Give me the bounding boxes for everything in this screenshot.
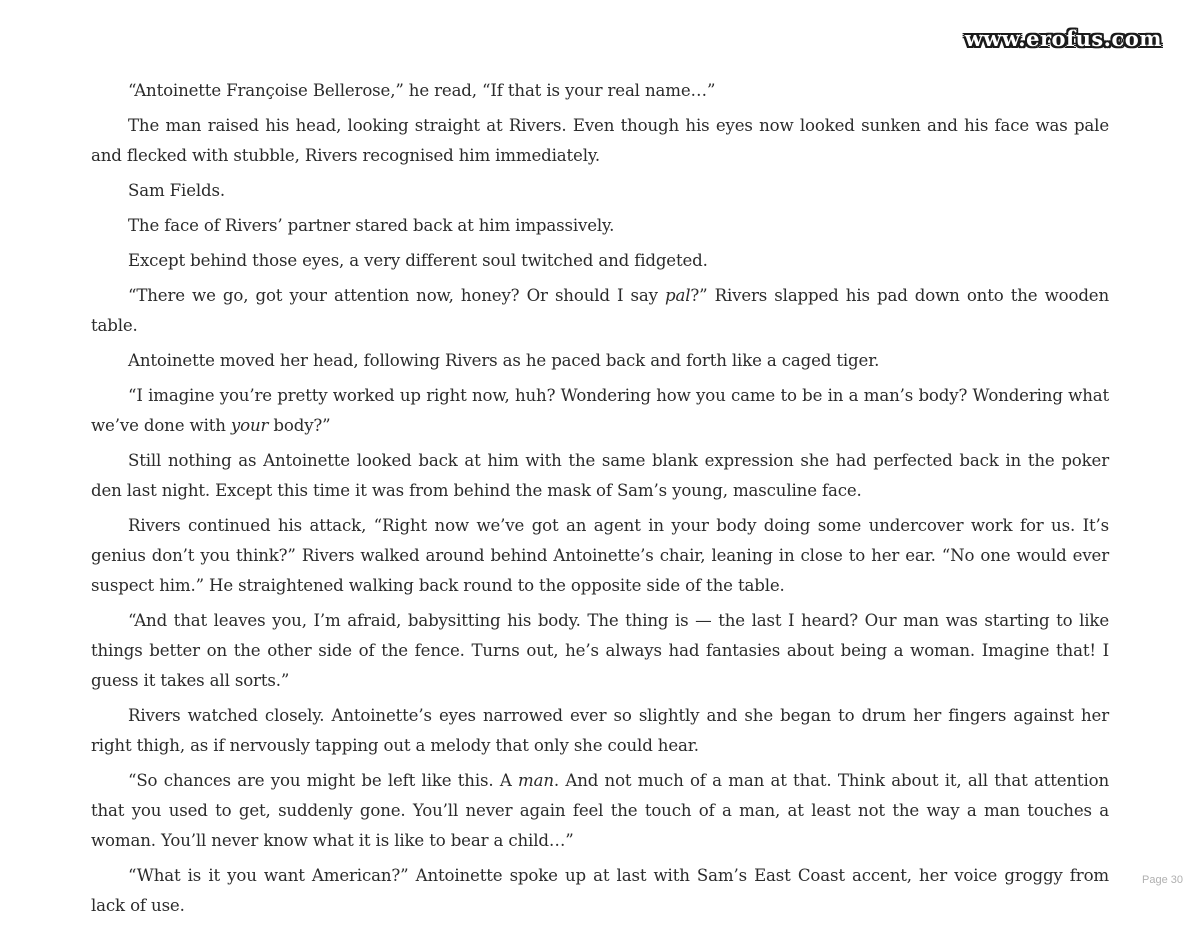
paragraph-text: Sam Fields.	[128, 181, 225, 200]
story-paragraph	[91, 606, 1109, 696]
paragraph-text: body?”	[268, 416, 331, 435]
story-paragraph	[91, 701, 1109, 761]
page-number: Page 30	[1142, 874, 1183, 886]
story-paragraph	[91, 511, 1109, 601]
paragraph-text: Rivers continued his attack, “Right now we’ve got an agent in your body doing some undercover work for us. It’s genius don’t you think?” Rivers walked around behind Antoinette’s chair, leaning in close to her ear. “No one would ever suspect him.” He straightened walking back round to the opposite side of the table.	[91, 516, 1109, 595]
watermark-text: www.erofus.com	[964, 26, 1162, 51]
story-paragraph	[91, 281, 1109, 341]
story-paragraph	[91, 766, 1109, 856]
story-paragraph	[91, 76, 1109, 106]
paragraph-text: “What is it you want American?” Antoinette spoke up at last with Sam’s East Coast accent, her voice groggy from lack of use.	[91, 866, 1109, 915]
story-paragraph	[91, 111, 1109, 171]
story-text-body	[91, 76, 1109, 926]
paragraph-text: “There we go, got your attention now, honey? Or should I say	[128, 286, 666, 305]
paragraph-text: Still nothing as Antoinette looked back at him with the same blank expression she had perfected back in the poker den last night. Except this time it was from behind the mask of Sam’s young, masculine face.	[91, 451, 1109, 500]
story-paragraph	[91, 176, 1109, 206]
story-paragraph	[91, 246, 1109, 276]
story-paragraph	[91, 861, 1109, 921]
story-paragraph	[91, 346, 1109, 376]
paragraph-text: Antoinette moved her head, following Rivers as he paced back and forth like a caged tiger.	[128, 351, 880, 370]
paragraph-text: “So chances are you might be left like this. A	[128, 771, 519, 790]
paragraph-text: “Antoinette Françoise Bellerose,” he read, “If that is your real name…”	[128, 81, 716, 100]
emphasized-text: pal	[665, 286, 691, 305]
story-paragraph	[91, 211, 1109, 241]
paragraph-text: “And that leaves you, I’m afraid, babysitting his body. The thing is — the last I heard? Our man was starting to like things better on the other side of the fence. Turns out, he’s always had fantasies about being a woman. Imagine that! I guess it takes all sorts.”	[91, 611, 1109, 690]
paragraph-text: Except behind those eyes, a very different soul twitched and fidgeted.	[128, 251, 708, 270]
paragraph-text: Rivers watched closely. Antoinette’s eyes narrowed ever so slightly and she began to drum her fingers against her right thigh, as if nervously tapping out a melody that only she could hear.	[91, 706, 1109, 755]
paragraph-text: The face of Rivers’ partner stared back at him impassively.	[128, 216, 615, 235]
paragraph-text: ?” Rivers slapped his pad down onto the wooden table.	[91, 286, 1109, 335]
story-paragraph	[91, 381, 1109, 441]
paragraph-text: The man raised his head, looking straight at Rivers. Even though his eyes now looked sunken and his face was pale and flecked with stubble, Rivers recognised him immediately.	[91, 116, 1109, 165]
story-paragraph	[91, 446, 1109, 506]
paragraph-text: “I imagine you’re pretty worked up right now, huh? Wondering how you came to be in a man’s body? Wondering what we’ve done with	[91, 386, 1109, 435]
emphasized-text: your	[230, 416, 269, 435]
paragraph-text: . And not much of a man at that. Think about it, all that attention that you used to get, suddenly gone. You’ll never again feel the touch of a man, at least not the way a man touches a woman. You’ll never know what it is like to bear a child…”	[91, 771, 1109, 850]
emphasized-text: man	[518, 771, 554, 790]
